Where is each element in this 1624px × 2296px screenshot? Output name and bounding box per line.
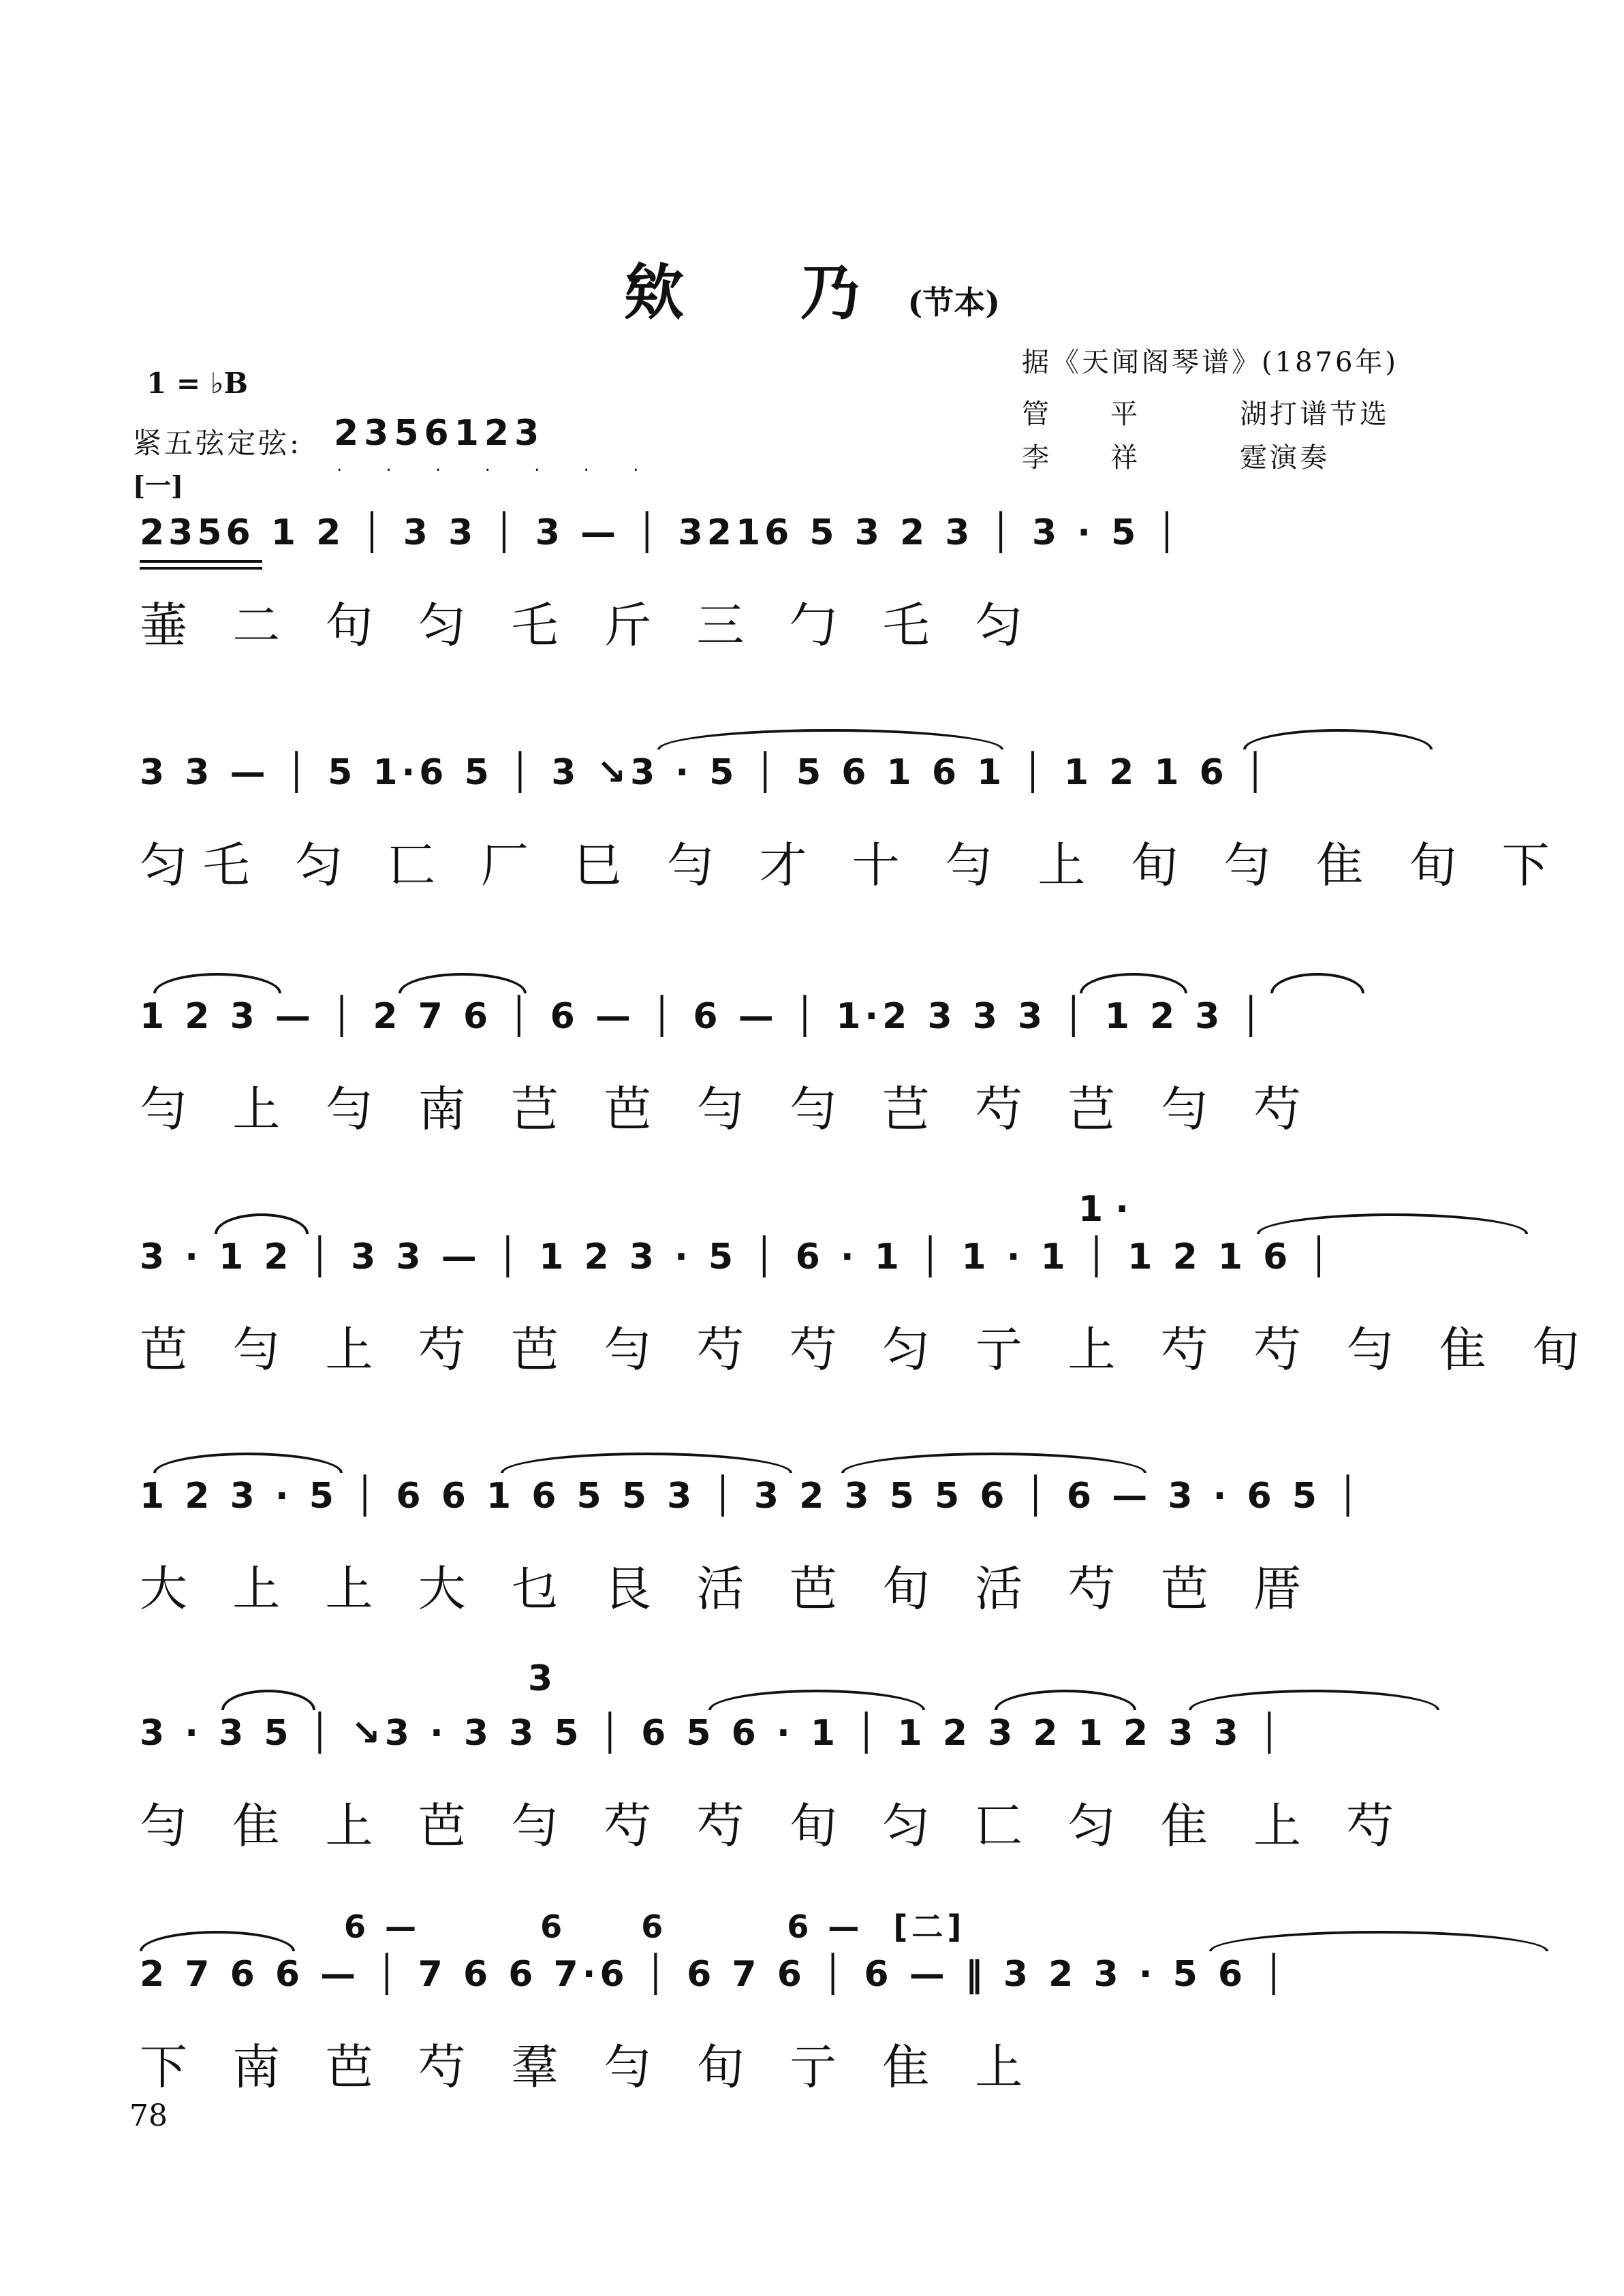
slur xyxy=(1243,729,1433,749)
slur xyxy=(399,973,527,993)
slur xyxy=(1257,1213,1528,1234)
score-line-1 xyxy=(140,512,1431,676)
slur xyxy=(153,973,281,993)
tuning-notes: 2356123 xyxy=(334,413,545,454)
slur xyxy=(1189,1690,1439,1710)
slur xyxy=(215,1213,309,1234)
slur xyxy=(1270,973,1364,993)
credit-source: 据《天闻阁琴谱》(1876年) xyxy=(1022,347,1399,378)
jianpu-notes: 1 2 3 · 5 │ 6 6 1 6 5 5 3 │ 3 2 3 5 5 6 │ 6 — 3 · 6 5 │ xyxy=(140,1476,1363,1517)
underline xyxy=(140,567,262,570)
jianpu-notes: 2 7 6 6 — │ 7 6 6 7·6 │ 6 7 6 │ 6 — ‖ 3 2 3 · 5 6 │ xyxy=(140,1954,1289,1995)
score-line-4 xyxy=(140,1189,1595,1400)
score-line-3 xyxy=(140,996,1431,1160)
jianpu-notes: 2356 1 2 │ 3 3 │ 3 — │ 3216 5 3 2 3 │ 3 · 5 │ xyxy=(140,512,1182,553)
slur xyxy=(140,1931,295,1951)
score-line-7 xyxy=(140,1908,1431,2117)
page-number: 78 xyxy=(129,2098,168,2133)
slur xyxy=(657,729,1003,749)
upper-note: 1 · xyxy=(1078,1189,1129,1230)
score-line-2 xyxy=(140,752,1565,916)
guqin-tablature: 芭 勻 上 芍 芭 勻 芍 芍 匀 亍 上 芍 芍 勻 隹 旬 xyxy=(140,1322,1595,1378)
score-line-5 xyxy=(140,1476,1431,1639)
key-signature: 1 = ♭B xyxy=(146,367,248,400)
guqin-tablature: ⼤ 上 上 ⼤ 乜 艮 活 芭 旬 活 芍 芭 厝 xyxy=(140,1561,1317,1617)
guqin-tablature: 匀乇 匀 匸 厂 巳 勻 才 十 勻 上 旬 勻 隹 旬 下 xyxy=(140,837,1565,893)
slur xyxy=(221,1690,315,1710)
guqin-tablature: 勻 上 勻 南 芑 芭 勻 勻 芑 芍 芑 勻 芍 xyxy=(140,1081,1317,1137)
title-sub: (节本) xyxy=(907,284,1001,321)
tuning-dots: . . . . . . . xyxy=(337,455,658,476)
credit-performer: 李 祥 霆演奏 xyxy=(1022,442,1330,474)
title-main: 欸 乃 xyxy=(623,257,908,328)
slur xyxy=(1209,1931,1548,1951)
guqin-tablature: 勻 ⾫ 上 芭 勻 芍 芍 旬 匀 匸 匀 隹 上 芍 xyxy=(140,1798,1409,1854)
section-marker-1: [一] xyxy=(133,470,183,501)
guqin-tablature: 下 南 芭 芍 羣 勻 旬 亍 ⾫ 上 xyxy=(140,2039,1038,2095)
upper-note: 3 xyxy=(528,1658,553,1699)
slur xyxy=(995,1690,1136,1710)
upper-notes: 6 — 6 6 6 — [二] xyxy=(344,1908,966,1945)
slur xyxy=(841,1453,1146,1473)
jianpu-notes: 3 · 1 2 │ 3 3 — │ 1 2 3 · 5 │ 6 · 1 │ 1 · 1 │ 1 2 1 6 │ xyxy=(140,1237,1334,1277)
page-title xyxy=(0,245,1624,331)
underline xyxy=(140,560,262,563)
jianpu-notes: 3 · 3 5 │ ↘3 · 3 3 5 │ 6 5 6 · 1 │ 1 2 3 2 1 2 3 3 │ xyxy=(140,1713,1285,1754)
credit-arranger: 管 平 湖打谱节选 xyxy=(1022,399,1390,430)
score-line-6 xyxy=(140,1658,1431,1876)
jianpu-notes: 3 3 — │ 5 1·6 5 │ 3 ↘3 · 5 │ 5 6 1 6 1 │ 1 2 1 6 │ xyxy=(140,752,1270,793)
tuning-label: 紧五弦定弦: xyxy=(133,426,302,460)
slur xyxy=(501,1453,792,1473)
slur xyxy=(153,1453,343,1473)
slur xyxy=(708,1690,925,1710)
slur xyxy=(1080,973,1187,993)
jianpu-notes: 1 2 3 — │ 2 7 6 │ 6 — │ 6 — │ 1·2 3 3 3 │ 1 2 3 │ xyxy=(140,996,1266,1037)
guqin-tablature: 菙 ⼆ 句 匀 乇 斤 三 勹 乇 匀 xyxy=(140,598,1038,653)
